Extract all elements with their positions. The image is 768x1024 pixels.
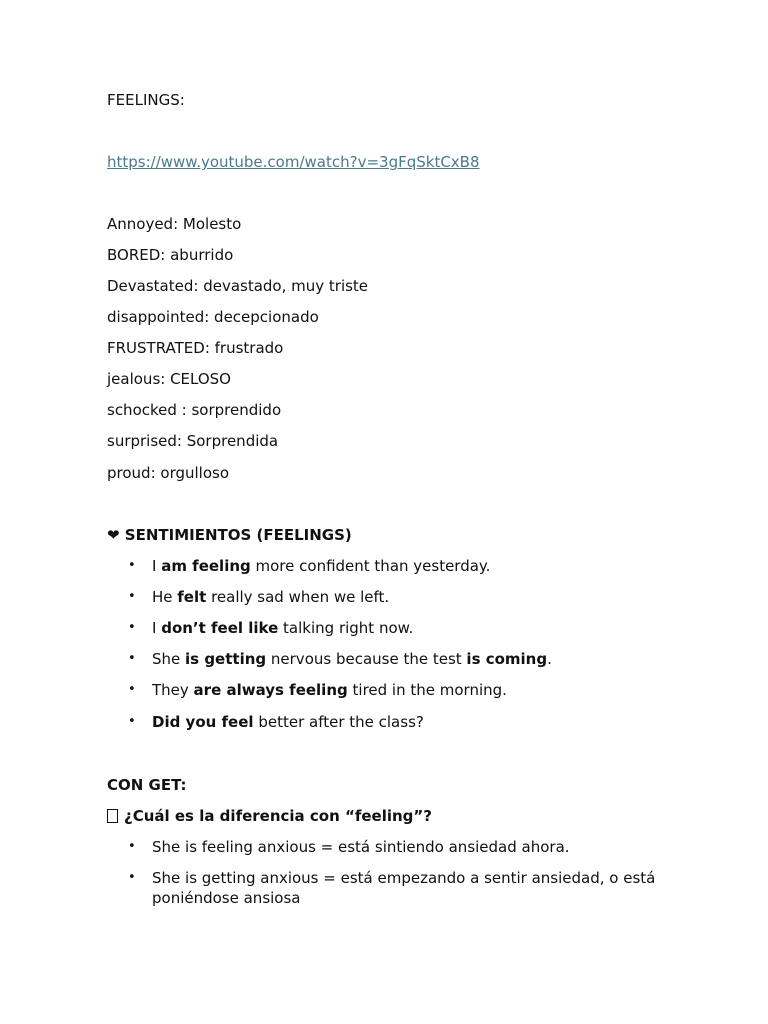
missing-glyph-icon: [107, 809, 118, 823]
con-get-examples: [107, 837, 687, 908]
sentimientos-example: [107, 587, 687, 607]
sentimientos-example: [107, 712, 687, 732]
plain-phrase: I: [152, 557, 162, 575]
plain-phrase: They: [152, 681, 194, 699]
plain-phrase: more confident than yesterday.: [250, 557, 491, 575]
con-get-item: • She is getting anxious = está empezando a sentir ansiedad, o está poniéndose ansiosa: [107, 868, 672, 908]
document-title: FEELINGS:: [107, 91, 185, 109]
con-get-heading: CON GET:: [107, 776, 187, 794]
vocabulary-item: jealous: CELOSO: [107, 370, 231, 388]
vocabulary-item: schocked : sorprendido: [107, 401, 282, 419]
document-page: [107, 90, 687, 908]
bold-phrase: felt: [177, 588, 207, 606]
plain-phrase: better after the class?: [253, 713, 424, 731]
vocabulary-item: proud: orgulloso: [107, 464, 229, 482]
vocabulary-list: [107, 214, 687, 483]
vocabulary-item: disappointed: decepcionado: [107, 308, 319, 326]
vocabulary-item: Annoyed: Molesto: [107, 215, 242, 233]
plain-phrase: He: [152, 588, 178, 606]
plain-phrase: tired in the morning.: [347, 681, 507, 699]
sentimientos-example: [107, 680, 687, 700]
video-link-line: [107, 152, 687, 172]
difference-question-text: ¿Cuál es la diferencia con “feeling”?: [124, 807, 432, 825]
plain-phrase: I: [152, 619, 162, 637]
sentimientos-examples: [107, 556, 687, 732]
con-get-item: • She is feeling anxious = está sintiendo ansiedad ahora.: [107, 837, 687, 857]
bold-phrase: is getting: [185, 650, 267, 668]
vocabulary-item: surprised: Sorprendida: [107, 432, 279, 450]
vocabulary-item: Devastated: devastado, muy triste: [107, 277, 369, 295]
bold-phrase: Did you feel: [152, 713, 254, 731]
plain-phrase: really sad when we left.: [206, 588, 390, 606]
plain-phrase: .: [547, 650, 552, 668]
bold-phrase: are always feeling: [193, 681, 348, 699]
vocabulary-item: FRUSTRATED: frustrado: [107, 339, 284, 357]
bold-phrase: am feeling: [161, 557, 251, 575]
plain-phrase: She: [152, 650, 186, 668]
bold-phrase: don’t feel like: [161, 619, 279, 637]
vocabulary-item: BORED: aburrido: [107, 246, 234, 264]
sentimientos-heading: ❤ SENTIMIENTOS (FEELINGS): [107, 526, 352, 544]
youtube-link[interactable]: https://www.youtube.com/watch?v=3gFqSktCxB8: [107, 153, 480, 171]
bold-phrase: is coming: [466, 650, 548, 668]
sentimientos-example: [107, 618, 687, 638]
difference-question: [107, 806, 687, 826]
sentimientos-example: [107, 556, 687, 576]
plain-phrase: nervous because the test: [266, 650, 467, 668]
plain-phrase: talking right now.: [278, 619, 414, 637]
sentimientos-example: [107, 649, 687, 669]
